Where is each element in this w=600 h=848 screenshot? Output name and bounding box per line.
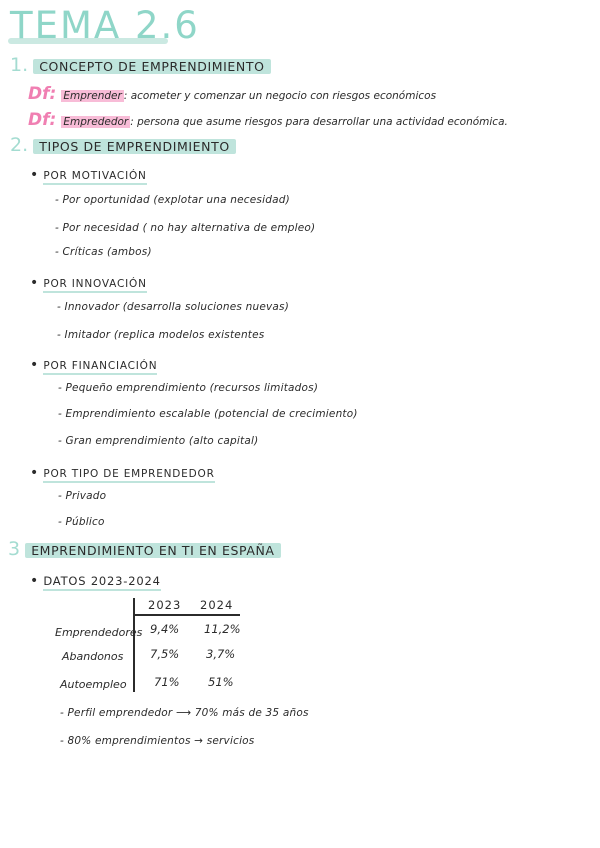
section-1-header (10, 54, 271, 76)
type-emprendedor-heading (30, 462, 215, 481)
definition-prefix: Df: (28, 110, 57, 130)
bullet: • (30, 465, 39, 481)
list-item: - Emprendimiento escalable (potencial de crecimiento) (58, 408, 358, 420)
type-motivacion-heading (30, 164, 147, 183)
section-title: EMPRENDIMIENTO EN TI EN ESPAÑA (25, 543, 280, 558)
table-cell: 7,5% (150, 647, 180, 661)
definition-prefix: Df: (28, 84, 57, 104)
table-horizontal-line (134, 614, 240, 616)
list-item: - Privado (58, 490, 107, 502)
section-number: 1. (10, 54, 29, 76)
table-cell: 51% (208, 675, 234, 689)
row-label: Emprendedores (55, 626, 143, 639)
row-label: Autoempleo (60, 678, 127, 691)
list-item: - Público (58, 516, 105, 528)
type-financiacion-heading (30, 354, 157, 373)
subheading: POR MOTIVACIÓN (43, 170, 146, 185)
list-item: - Por necesidad ( no hay alternativa de empleo) (55, 222, 316, 234)
section-2-header (10, 134, 236, 156)
definition-text: : persona que asume riesgos para desarrollar una actividad económica. (130, 116, 508, 128)
subheading: POR TIPO DE EMPRENDEDOR (43, 468, 214, 483)
bullet: • (30, 357, 39, 373)
note: - Perfil emprendedor ⟶ 70% más de 35 años (60, 707, 309, 719)
table-cell: 11,2% (204, 622, 241, 636)
note: - 80% emprendimientos → servicios (60, 735, 255, 747)
column-header-2023: 2023 (148, 598, 182, 612)
bullet: • (30, 167, 39, 183)
definition-term: Emprender (63, 90, 122, 102)
table-cell: 9,4% (150, 622, 180, 636)
section-title: TIPOS DE EMPRENDIMIENTO (33, 139, 236, 154)
subheading: POR FINANCIACIÓN (43, 360, 157, 375)
row-label: Abandonos (62, 650, 124, 663)
list-item: - Críticas (ambos) (55, 246, 152, 258)
section-number: 2. (10, 134, 29, 156)
table-vertical-line (133, 598, 135, 692)
definition-1 (28, 84, 436, 104)
subheading: POR INNOVACIÓN (43, 278, 146, 293)
list-item: - Pequeño emprendimiento (recursos limitados) (58, 382, 319, 394)
bullet: • (30, 275, 39, 291)
page-title: TEMA 2.6 (10, 4, 200, 47)
section-number: 3 (8, 538, 21, 560)
section-title: CONCEPTO DE EMPRENDIMIENTO (33, 59, 270, 74)
subheading: DATOS 2023-2024 (43, 574, 160, 591)
datos-heading (30, 570, 161, 589)
definition-term: Emprededor (63, 116, 129, 128)
list-item: - Innovador (desarrolla soluciones nuevas) (57, 301, 290, 313)
list-item: - Imitador (replica modelos existentes (57, 329, 265, 341)
definition-2 (28, 110, 508, 130)
table-cell: 71% (154, 675, 180, 689)
type-innovacion-heading (30, 272, 147, 291)
definition-text: : acometer y comenzar un negocio con riesgos económicos (123, 90, 437, 102)
section-3-header (8, 538, 281, 560)
table-cell: 3,7% (206, 647, 236, 661)
bullet: • (30, 573, 39, 589)
column-header-2024: 2024 (200, 598, 234, 612)
list-item: - Gran emprendimiento (alto capital) (58, 435, 259, 447)
list-item: - Por oportunidad (explotar una necesidad) (55, 194, 290, 206)
